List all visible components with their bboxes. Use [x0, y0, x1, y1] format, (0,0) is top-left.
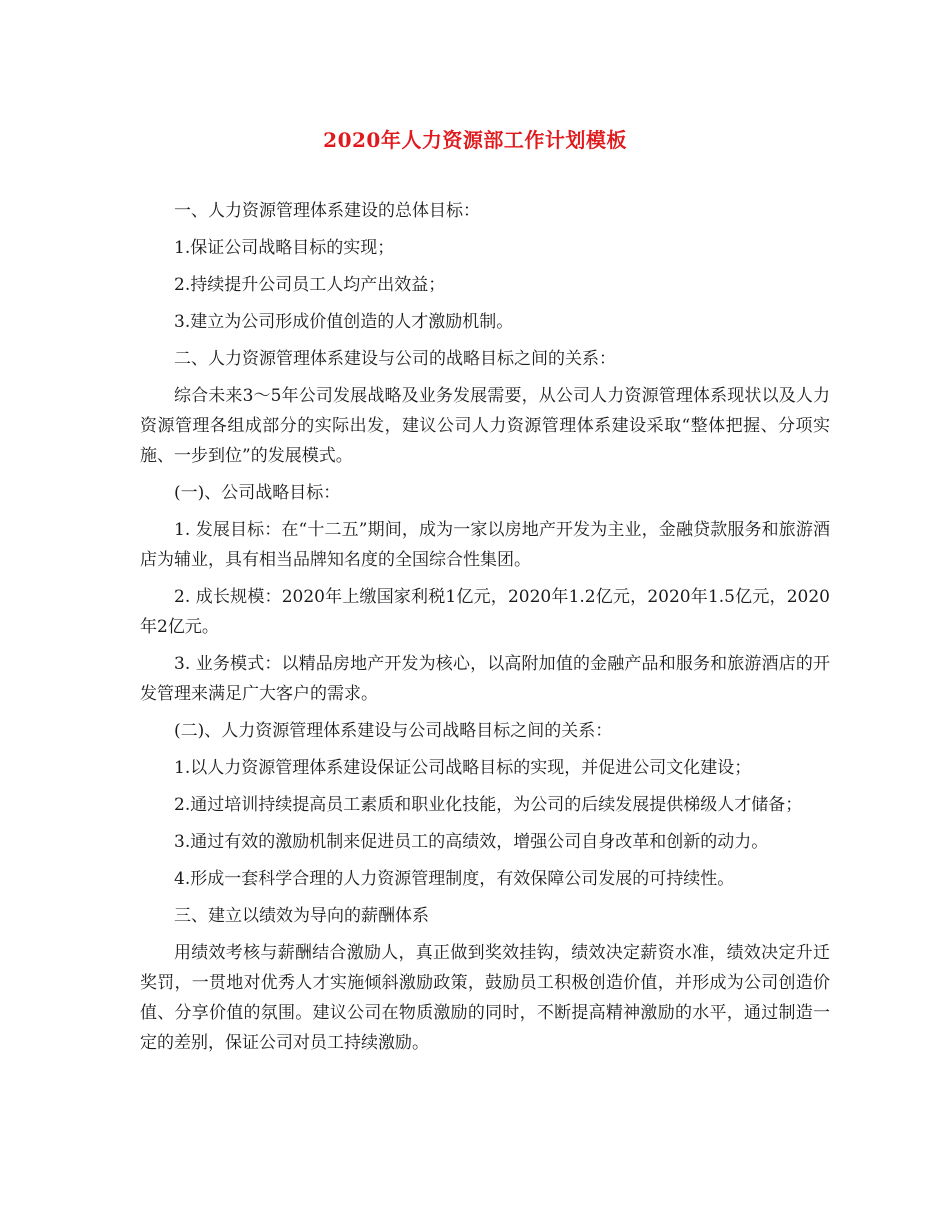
section-heading-1: 一、人力资源管理体系建设的总体目标： [174, 201, 480, 221]
section-heading-3: 三、建立以绩效为导向的薪酬体系 [174, 906, 429, 926]
list-item: 3.建立为公司形成价值创造的人才激励机制。 [174, 312, 514, 332]
list-item: 4.形成一套科学合理的人力资源管理制度，有效保障公司发展的可持续性。 [174, 869, 735, 889]
body-paragraph: 综合未来3～5年公司发展战略及业务发展需要，从公司人力资源管理体系现状以及人力资源管理各组成部分的实际出发，建议公司人力资源管理体系建设采取“整体把握、分项实施、一步到位”的发展模式。 [140, 386, 830, 466]
subsection-heading: (一)、公司战略目标： [174, 483, 341, 503]
list-item: 2. 成长规模：2020年上缴国家利税1亿元，2020年1.2亿元，2020年1.5亿元，2020年2亿元。 [140, 587, 830, 637]
body-paragraph: 用绩效考核与薪酬结合激励人，真正做到奖效挂钩，绩效决定薪资水准，绩效决定升迁奖罚，一贯地对优秀人才实施倾斜激励政策，鼓励员工积极创造价值，并形成为公司创造价值、分享价值的氛围。建议公司在物质激励的同时，不断提高精神激励的水平，通过制造一定的差别，保证公司对员工持续激励。 [140, 943, 830, 1053]
list-item: 1.以人力资源管理体系建设保证公司战略目标的实现，并促进公司文化建设； [174, 758, 752, 778]
list-item: 3. 业务模式：以精品房地产开发为核心，以高附加值的金融产品和服务和旅游酒店的开发管理来满足广大客户的需求。 [140, 654, 830, 704]
list-item: 2.持续提升公司员工人均产出效益； [174, 275, 446, 295]
list-item: 1.保证公司战略目标的实现； [174, 238, 395, 258]
list-item: 2.通过培训持续提高员工素质和职业化技能，为公司的后续发展提供梯级人才储备； [174, 795, 803, 815]
section-heading-2: 二、人力资源管理体系建设与公司的战略目标之间的关系： [174, 349, 616, 369]
list-item: 1. 发展目标：在“十二五”期间，成为一家以房地产开发为主业，金融贷款服务和旅游酒店为辅业，具有相当品牌知名度的全国综合性集团。 [140, 520, 830, 570]
document-body [140, 196, 830, 1065]
list-item: 3.通过有效的激励机制来促进员工的高绩效，增强公司自身改革和创新的动力。 [174, 832, 769, 852]
subsection-heading: (二)、人力资源管理体系建设与公司战略目标之间的关系： [174, 721, 613, 741]
document-title: 2020年人力资源部工作计划模板 [323, 128, 627, 152]
